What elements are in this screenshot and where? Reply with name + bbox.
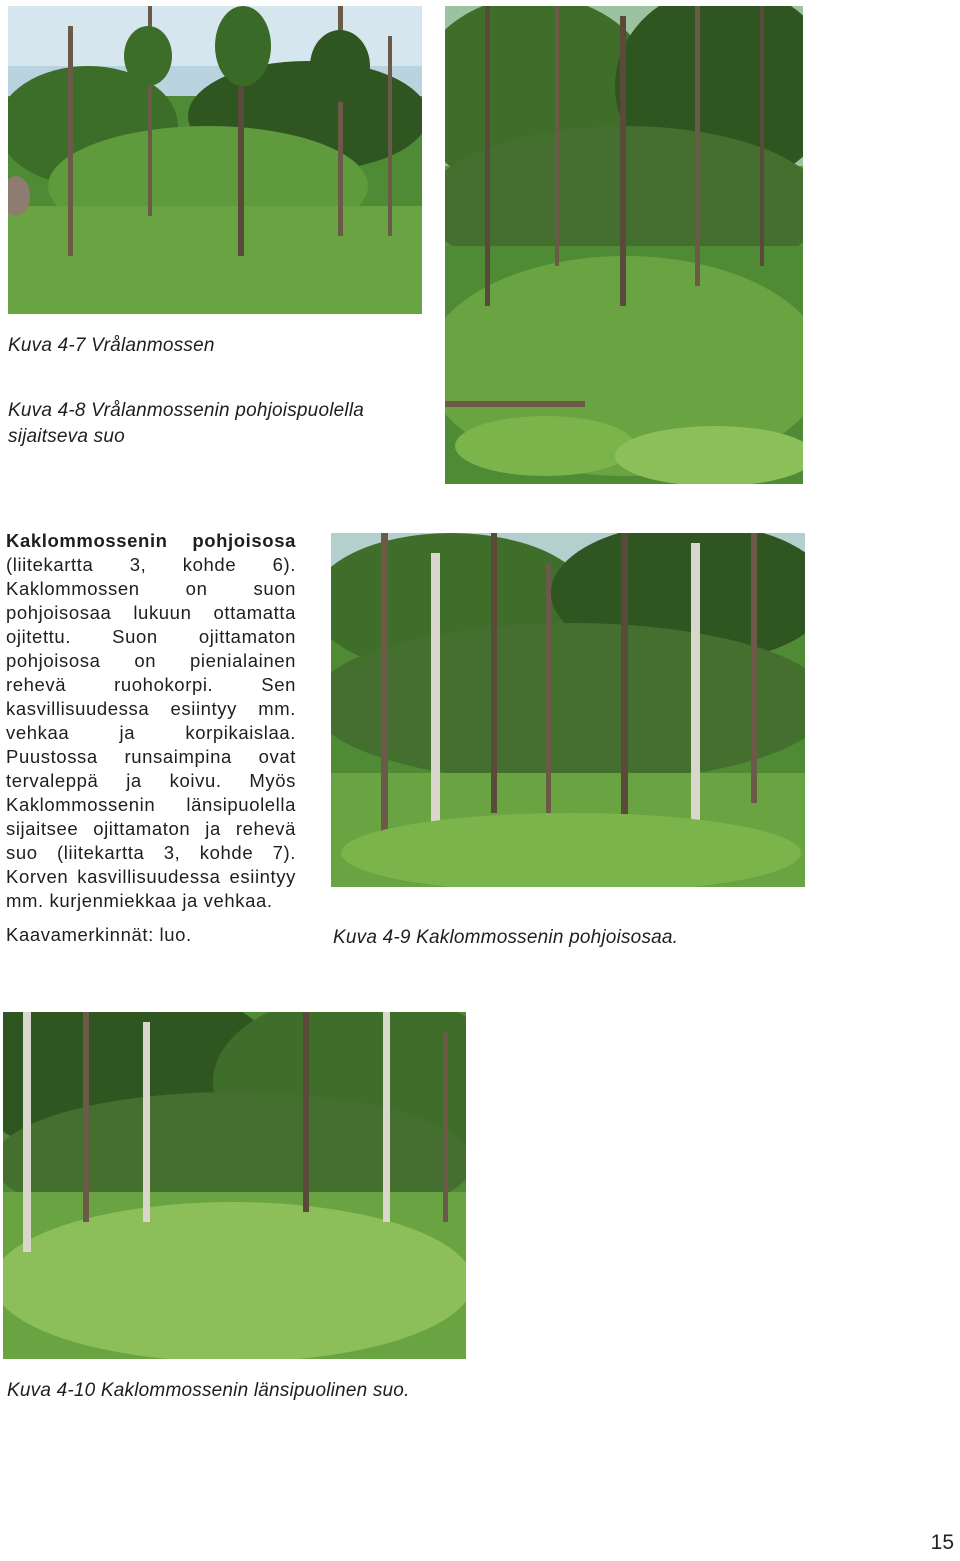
page-number: 15 xyxy=(930,1531,954,1554)
article-paragraph xyxy=(6,529,296,913)
article-body: (liitekartta 3, kohde 6). Kaklommossen on suon pohjoisosaa lukuun ottamatta ojitettu. Suon ojittamaton pohjoisosa on pienialainen rehevä ruohokorpi. Sen kasvillisuudessa esiintyy mm. vehkaa ja korpikaislaa. Puustossa runsaimpina ovat tervaleppä ja koivu. Myös Kaklommossenin länsipuolella sijaitsee ojittamaton ja rehevä suo (liitekartta 3, kohde 7). Korven kasvillisuudessa esiintyy mm. kurjenmiekkaa ja vehkaa. xyxy=(6,554,296,911)
plan-notation: Kaavamerkinnät: luo. xyxy=(6,924,192,945)
photo-kaklommossen-north xyxy=(331,533,805,887)
photo-vralanmossen xyxy=(8,6,422,314)
article-text xyxy=(6,529,296,947)
caption-4-7: Kuva 4-7 Vrålanmossen xyxy=(8,335,215,356)
article-heading: Kaklommossenin pohjoisosa xyxy=(6,530,296,551)
photo-vralanmossen-north xyxy=(445,6,803,484)
caption-4-9: Kuva 4-9 Kaklommossenin pohjoisosaa. xyxy=(333,927,679,948)
caption-4-10: Kuva 4-10 Kaklommossenin länsipuolinen suo. xyxy=(7,1380,410,1401)
photo-kaklommossen-west xyxy=(3,1012,466,1359)
caption-4-8: Kuva 4-8 Vrålanmossenin pohjoispuolella sijaitseva suo xyxy=(8,400,365,447)
